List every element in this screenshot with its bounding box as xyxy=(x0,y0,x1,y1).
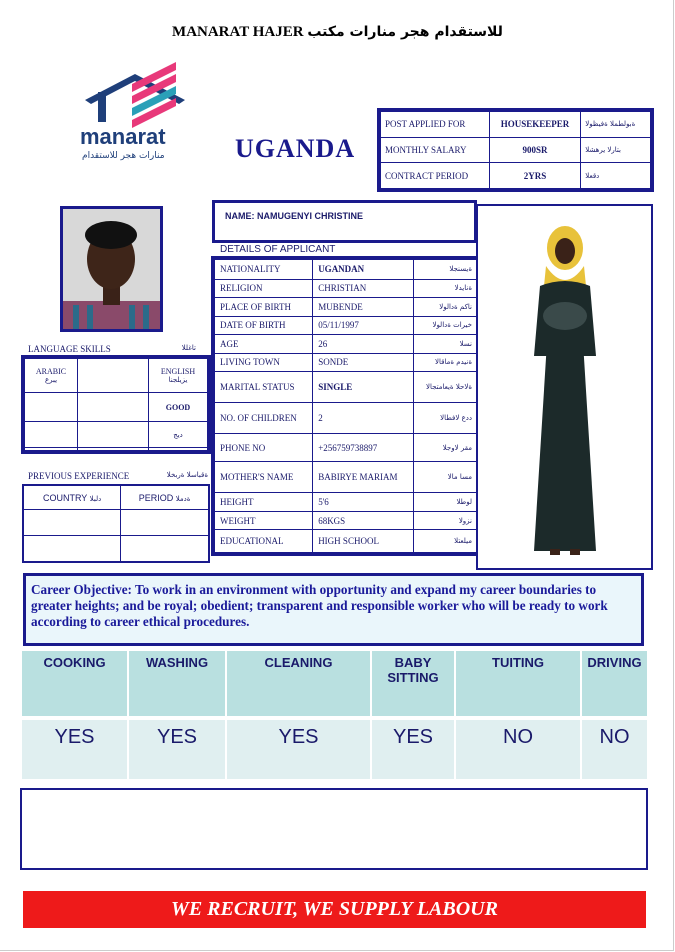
detail-value: HIGH SCHOOL xyxy=(313,530,414,553)
details-row xyxy=(215,260,478,280)
logo-brand: manarat xyxy=(80,124,166,149)
arabic-level xyxy=(78,359,149,393)
detail-label: AGE xyxy=(215,335,313,354)
skill-value: NO xyxy=(455,718,581,779)
detail-label: RELIGION xyxy=(215,279,313,298)
detail-label: WEIGHT xyxy=(215,511,313,530)
skill-name: WASHING xyxy=(128,651,226,718)
post-label: POST APPLIED FOR xyxy=(381,112,490,138)
skills-table xyxy=(22,651,649,779)
detail-ar: خيرات ةدالولا xyxy=(414,316,478,335)
period-col-ar: ةدملا xyxy=(175,494,191,503)
country-title: UGANDA xyxy=(235,134,356,163)
detail-label: HEIGHT xyxy=(215,493,313,512)
language-cell xyxy=(78,448,149,451)
detail-label: NATIONALITY xyxy=(215,260,313,280)
detail-ar: ددع لافطالا xyxy=(414,402,478,433)
skill-value: YES xyxy=(226,718,371,779)
detail-ar: لوطلا xyxy=(414,493,478,512)
arabic-cell xyxy=(25,359,78,393)
skill-value: YES xyxy=(371,718,455,779)
language-cell xyxy=(149,448,208,451)
details-row xyxy=(215,511,478,530)
skill-name: DRIVING xyxy=(581,651,648,718)
portrait-photo xyxy=(60,206,163,332)
language-cell xyxy=(25,422,78,448)
detail-value: CHRISTIAN xyxy=(313,279,414,298)
detail-value: SINGLE xyxy=(313,372,414,403)
name-label: NAME: xyxy=(225,211,255,221)
detail-label: MARITAL STATUS xyxy=(215,372,313,403)
english-level-ar: ديج xyxy=(149,422,208,448)
detail-value: 05/11/1997 xyxy=(313,316,414,335)
arabic-label-ar: يبرع xyxy=(44,376,58,384)
house-logo-icon xyxy=(80,62,190,162)
detail-ar: نزولا xyxy=(414,511,478,530)
salary-ar: بتارلا يرهشلا xyxy=(581,137,651,163)
details-row xyxy=(215,372,478,403)
post-row xyxy=(381,112,651,138)
english-label: ENGLISH xyxy=(160,367,196,376)
name-box xyxy=(212,200,477,243)
full-body-image xyxy=(478,206,651,568)
post-table xyxy=(380,111,651,189)
detail-label: LIVING TOWN xyxy=(215,353,313,372)
previous-header-row xyxy=(24,486,209,510)
agency-title-en: MANARAT HAJER xyxy=(172,24,304,40)
country-col xyxy=(24,486,121,510)
details-row xyxy=(215,433,478,462)
details-box xyxy=(211,256,481,556)
detail-value: 2 xyxy=(313,402,414,433)
detail-value: MUBENDE xyxy=(313,298,414,317)
previous-row xyxy=(24,536,209,562)
agency-title-ar: للاستقدام هجر منارات مكتب xyxy=(307,24,503,40)
language-row xyxy=(25,422,208,448)
details-row xyxy=(215,353,478,372)
english-level: GOOD xyxy=(149,393,208,422)
language-cell xyxy=(78,422,149,448)
skill-name: COOKING xyxy=(22,651,128,718)
arabic-label: ARABIC xyxy=(35,367,67,376)
detail-value: UGANDAN xyxy=(313,260,414,280)
details-row xyxy=(215,279,478,298)
skill-value: YES xyxy=(22,718,128,779)
previous-cell xyxy=(121,510,209,536)
language-title-en: LANGUAGE SKILLS xyxy=(28,344,111,354)
agency-logo xyxy=(80,62,190,162)
detail-label: PHONE NO xyxy=(215,433,313,462)
language-table xyxy=(24,358,208,451)
previous-cell xyxy=(121,536,209,562)
detail-ar: ةلاحلا ةيعامتجالا xyxy=(414,372,478,403)
period-col-label: PERIOD xyxy=(138,492,174,503)
contract-row xyxy=(381,163,651,189)
language-row xyxy=(25,448,208,451)
detail-ar: ةيسنجلا xyxy=(414,260,478,280)
skill-name: BABY SITTING xyxy=(371,651,455,718)
country-col-ar: دلبلا xyxy=(89,494,102,503)
agency-header xyxy=(0,24,675,41)
previous-cell xyxy=(24,536,121,562)
detail-ar: مقر لاوجلا xyxy=(414,433,478,462)
skills-value-row xyxy=(22,718,648,779)
previous-row xyxy=(24,510,209,536)
language-box xyxy=(21,355,211,454)
post-box xyxy=(377,108,654,192)
previous-box xyxy=(22,484,210,563)
details-table xyxy=(214,259,478,553)
contract-label: CONTRACT PERIOD xyxy=(381,163,490,189)
salary-row xyxy=(381,137,651,163)
detail-value: 68KGS xyxy=(313,511,414,530)
language-title xyxy=(28,344,206,354)
detail-ar: نسلا xyxy=(414,335,478,354)
post-value: HOUSEKEEPER xyxy=(489,112,581,138)
details-title: DETAILS OF APPLICANT xyxy=(220,244,336,255)
details-row xyxy=(215,316,478,335)
language-row xyxy=(25,393,208,422)
detail-value: 26 xyxy=(313,335,414,354)
detail-value: +256759738897 xyxy=(313,433,414,462)
previous-cell xyxy=(24,510,121,536)
name-line xyxy=(225,211,363,221)
skills-table-box xyxy=(22,651,649,779)
details-row xyxy=(215,402,478,433)
previous-table xyxy=(23,485,209,562)
previous-title-ar: ةقباسلا ةربخلا xyxy=(166,471,208,479)
detail-ar: ةنيدم ةماقالا xyxy=(414,353,478,372)
notes-box xyxy=(20,788,648,870)
details-row xyxy=(215,462,478,493)
previous-title-en: PREVIOUS EXPERIENCE xyxy=(28,471,130,481)
previous-title xyxy=(28,471,208,481)
skills-header-row xyxy=(22,651,648,718)
contract-value: 2YRS xyxy=(489,163,581,189)
details-row xyxy=(215,335,478,354)
details-row xyxy=(215,298,478,317)
salary-value: 900SR xyxy=(489,137,581,163)
portrait-image xyxy=(63,209,160,329)
detail-label: PLACE OF BIRTH xyxy=(215,298,313,317)
language-header-row xyxy=(25,359,208,393)
language-cell xyxy=(78,393,149,422)
detail-ar: مسا مالا xyxy=(414,462,478,493)
english-label-ar: يزيلجنا xyxy=(168,376,188,384)
skill-name: CLEANING xyxy=(226,651,371,718)
language-cell xyxy=(25,393,78,422)
details-row xyxy=(215,530,478,553)
detail-ar: ناكم ةدالولا xyxy=(414,298,478,317)
career-objective: Career Objective: To work in an environment with opportunity and expand my career boundaries to greater heights; and be royal; obedient; transparent and responsible worker who will be ready to work according to career ethical procedures. xyxy=(23,573,644,646)
contract-ar: دقعلا xyxy=(581,163,651,189)
detail-value: 5'6 xyxy=(313,493,414,512)
skill-value: YES xyxy=(128,718,226,779)
language-cell xyxy=(25,448,78,451)
detail-ar: ميلعتلا xyxy=(414,530,478,553)
logo-subtitle: منارات هجر للاستقدام xyxy=(82,151,165,161)
detail-label: DATE OF BIRTH xyxy=(215,316,313,335)
period-col xyxy=(121,486,209,510)
language-title-ar: تاغللا xyxy=(181,344,196,352)
skill-name: TUITING xyxy=(455,651,581,718)
english-cell xyxy=(149,359,208,393)
detail-label: EDUCATIONAL xyxy=(215,530,313,553)
detail-ar: ةنايدلا xyxy=(414,279,478,298)
slogan-banner: WE RECRUIT, WE SUPPLY LABOUR xyxy=(23,891,646,928)
salary-label: MONTHLY SALARY xyxy=(381,137,490,163)
post-ar: ةبولطملا ةفيظولا xyxy=(581,112,651,138)
detail-value: SONDE xyxy=(313,353,414,372)
name-value: NAMUGENYI CHRISTINE xyxy=(257,211,364,221)
detail-label: NO. OF CHILDREN xyxy=(215,402,313,433)
full-body-photo xyxy=(476,204,653,570)
detail-label: MOTHER'S NAME xyxy=(215,462,313,493)
country-col-label: COUNTRY xyxy=(42,492,88,503)
skill-value: NO xyxy=(581,718,648,779)
detail-value: BABIRYE MARIAM xyxy=(313,462,414,493)
details-row xyxy=(215,493,478,512)
